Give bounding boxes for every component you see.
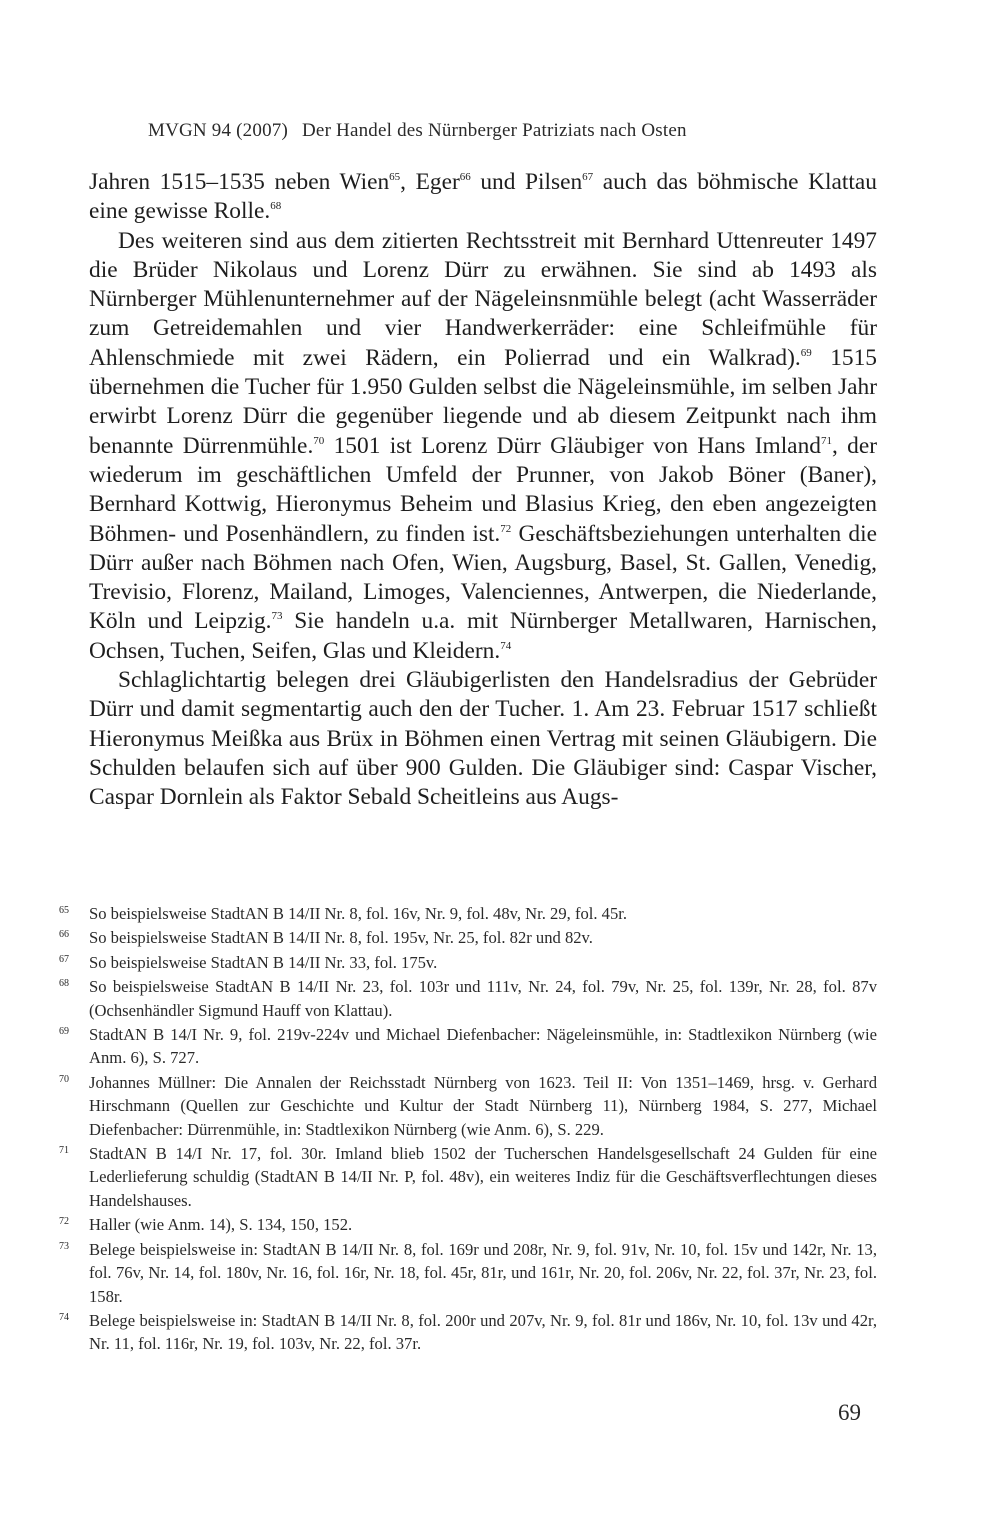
footnote-number: 70 xyxy=(59,1073,69,1085)
footnote-number: 73 xyxy=(59,1240,69,1252)
article-title: Der Handel des Nürnberger Patriziats nach Osten xyxy=(302,120,687,141)
footnote-ref-73: 73 xyxy=(271,610,283,623)
text-run: Sie handeln u.a. mit Nürnberger Metallwaren, Harnischen, Ochsen, Tuchen, Seifen, Glas und Kleidern. xyxy=(89,608,877,664)
footnote xyxy=(59,1142,877,1212)
footnote-number: 67 xyxy=(59,953,69,965)
footnote xyxy=(59,1071,877,1141)
page-number: 69 xyxy=(838,1400,861,1425)
footnote-ref-74: 74 xyxy=(500,639,512,652)
text-run: und Pilsen xyxy=(470,169,583,195)
footnote-text: Haller (wie Anm. 14), S. 134, 150, 152. xyxy=(89,1215,353,1235)
footnote-text: Belege beispielsweise in: StadtAN B 14/II Nr. 8, fol. 169r und 208r, Nr. 9, fol. 91v, Nr. 10, fol. 15v und 142r, Nr. 13, fol. 76v, Nr. 14, fol. 180v, Nr. 16, fol. 16r, Nr. 18, fol. 45r, 81r, und 161r, Nr. 20, fol. 206v, Nr. 22, fol. 37r, Nr. 23, fol. 158r. xyxy=(89,1239,877,1306)
footnote-ref-68: 68 xyxy=(270,200,282,213)
footnote-ref-66: 66 xyxy=(459,171,471,183)
text-run: Geschäftsbeziehungen unterhalten die Dürr außer nach Böhmen nach Ofen, Wien, Augsburg, Basel, St. Gallen, Venedig, Trevisio, Florenz, Mailand, Limoges, Valenciennes, Antwerpen, die Niederlande, Köln und Leipzig. xyxy=(89,520,877,635)
text-run: auch das böhmische Klattau eine gewisse Rolle. xyxy=(89,169,877,225)
footnote-text: So beispielsweise StadtAN B 14/II Nr. 8, fol. 16v, Nr. 9, fol. 48v, Nr. 29, fol. 45r. xyxy=(89,904,628,923)
text-run: , Eger xyxy=(400,169,460,195)
text-run: , der wiederum im geschäftlichen Umfeld der Prunner, von Jakob Böner (Baner), Bernhard Kottwig, Hieronymus Beheim und Blasius Krieg, den eben angezeigten Böhmen- und Posenhändlern, zu finden ist. xyxy=(89,432,877,547)
paragraph-3: Schlaglichtartig belegen drei Gläubigerlisten den Handelsradius der Gebrüder Dürr und damit segmentartig auch den der Tucher. 1. Am 23. Februar 1517 schließt Hieronymus Meißka aus Brüx in Böhmen einen Vertrag mit seinen Gläubigern. Die Schulden belaufen sich auf über 900 Gulden. Die Gläubiger sind: Caspar Vischer, Caspar Dornlein als Faktor Sebald Scheitleins aus Augs- xyxy=(89,667,877,811)
footnote-number: 65 xyxy=(59,905,69,916)
footnote-text: So beispielsweise StadtAN B 14/II Nr. 23, fol. 103r und 111v, Nr. 24, fol. 79v, Nr. 25, fol. 139r, Nr. 28, fol. 87v (Ochsenhändler Sigmund Hauff von Klattau). xyxy=(89,977,877,1020)
footnote-number: 68 xyxy=(59,978,69,990)
footnote xyxy=(59,1023,877,1070)
footnote-text: Belege beispielsweise in: StadtAN B 14/II Nr. 8, fol. 200r und 207v, Nr. 9, fol. 81r und 186v, Nr. 10, fol. 13v und 42r, Nr. 11, fol. 116r, Nr. 19, fol. 103v, Nr. 22, fol. 37r. xyxy=(89,1310,877,1354)
text-run: Jahren 1515–1535 neben Wien xyxy=(89,169,390,195)
footnote xyxy=(59,926,877,949)
footnote-number: 72 xyxy=(59,1216,69,1228)
footnote-number: 66 xyxy=(59,929,69,941)
footnote-text: StadtAN B 14/I Nr. 17, fol. 30r. Imland blieb 1502 der Tucherschen Handelsgesellschaft 24 Gulden für eine Lederlieferung schuldig (StadtAN B 14/II Nr. P, fol. 48v), ein weiteres Indiz für die Geschäftsverflechtungen dieses Handelshauses. xyxy=(89,1144,877,1210)
footnote-text: So beispielsweise StadtAN B 14/II Nr. 33, fol. 175v. xyxy=(89,952,438,972)
footnote xyxy=(59,1238,877,1308)
footnote-number: 69 xyxy=(59,1026,69,1038)
running-header xyxy=(148,120,868,142)
footnote-text: So beispielsweise StadtAN B 14/II Nr. 8, fol. 195v, Nr. 25, fol. 82r und 82v. xyxy=(89,928,593,948)
footnote-text: StadtAN B 14/I Nr. 9, fol. 219v-224v und Michael Diefenbacher: Nägeleinsmühle, in: Stadtlexikon Nürnberg (wie Anm. 6), S. 727. xyxy=(89,1025,877,1068)
text-run: 1501 ist Lorenz Dürr Gläubiger von Hans Imland xyxy=(324,432,821,459)
text-run: 1515 übernehmen die Tucher für 1.950 Gulden selbst die Nägeleinsmühle, im selben Jahr erwirbt Lorenz Dürr die gegenüber liegende und ab diesem Zeitpunkt nach ihm benannte Dürrenmühle. xyxy=(89,344,877,459)
footnote xyxy=(59,902,877,925)
footnote-number: 71 xyxy=(59,1145,69,1157)
text-run: Des weiteren sind aus dem zitierten Rechtsstreit mit Bernhard Uttenreuter 1497 die Brüder Nikolaus und Lorenz Dürr zu erwähnen. Sie sind ab 1493 als Nürnberger Mühlenunternehmer auf der Nägeleinsnmühle belegt (acht Wasserräder zum Getreidemahlen und vier Handwerkerräder: eine Schleifmühle für Ahlenschmiede mit zwei Rädern, ein Polierrad und ein Walkrad). xyxy=(89,227,877,371)
footnotes xyxy=(59,902,877,1357)
footnote xyxy=(59,951,877,974)
footnote-ref-72: 72 xyxy=(500,522,512,535)
footnote xyxy=(59,975,877,1022)
footnote-ref-67: 67 xyxy=(582,171,594,183)
main-text xyxy=(89,168,877,813)
footnote-ref-71: 71 xyxy=(820,434,832,447)
footnote xyxy=(59,1309,877,1356)
paragraph-1 xyxy=(89,168,877,227)
paragraph-2 xyxy=(89,227,877,666)
footnote-ref-69: 69 xyxy=(800,346,812,359)
footnote-text: Johannes Müllner: Die Annalen der Reichsstadt Nürnberg von 1623. Teil II: Von 1351–1469, hrsg. v. Gerhard Hirschmann (Quellen zur Geschichte und Kultur der Stadt Nürnberg 11), Nürnberg 1984, S. 277, Michael Diefenbacher: Dürrenmühle, in: Stadtlexikon Nürnberg (wie Anm. 6), S. 229. xyxy=(89,1072,877,1139)
journal-reference: MVGN 94 (2007) xyxy=(148,120,289,141)
footnote-ref-65: 65 xyxy=(389,171,401,183)
footnote xyxy=(59,1213,877,1236)
footnote-number: 74 xyxy=(59,1311,69,1323)
footnote-ref-70: 70 xyxy=(313,434,325,447)
